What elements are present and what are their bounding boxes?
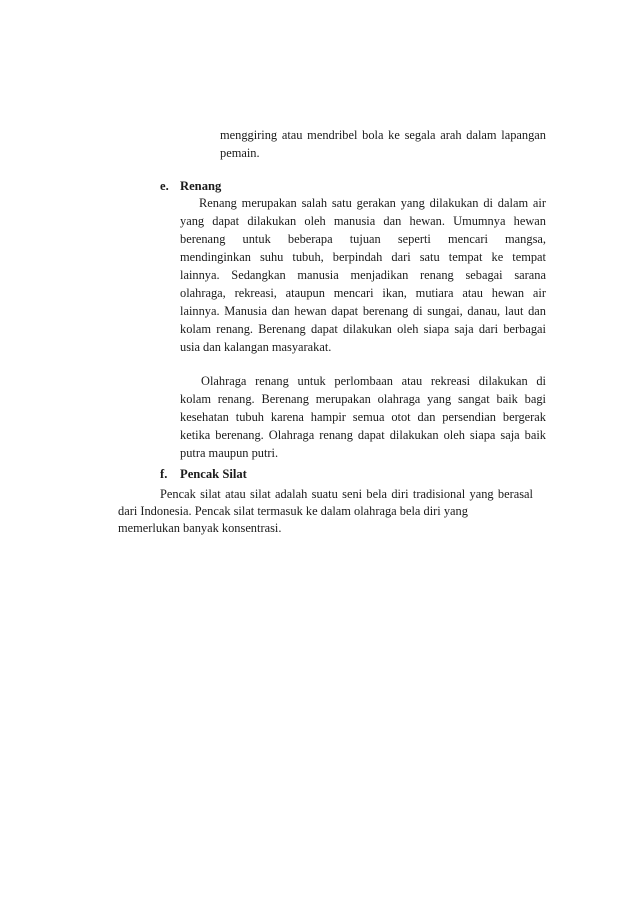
section-f-heading	[160, 466, 247, 482]
renang-p2-line-3: kesehatan tubuh karena hampir semua otot dan persendian bergerak	[180, 410, 546, 424]
renang-p1-line-8: kolam renang. Berenang dapat dilakukan oleh siapa saja dari berbagai	[180, 322, 546, 336]
renang-p2-line-1: Olahraga renang untuk perlombaan atau rekreasi dilakukan di	[201, 374, 546, 388]
section-f-title: Pencak Silat	[180, 467, 247, 481]
silat-line-2: dari Indonesia. Pencak silat termasuk ke dalam olahraga bela diri yang	[118, 504, 468, 518]
intro-line-2: pemain.	[220, 146, 260, 160]
renang-p2-line-5: putra maupun putri.	[180, 446, 279, 460]
silat-line-3: memerlukan banyak konsentrasi.	[118, 521, 282, 535]
renang-p1-line-6: olahraga, rekreasi, ataupun mencari ikan, mutiara atau hewan air	[180, 286, 546, 300]
section-e-heading	[160, 178, 221, 194]
intro-line-1: menggiring atau mendribel bola ke segala arah dalam lapangan	[220, 128, 546, 142]
renang-p1-line-3: berenang untuk beberapa tujuan seperti mencari mangsa,	[180, 232, 546, 246]
renang-p1-line-5: lainnya. Sedangkan manusia menjadikan renang sebagai sarana	[180, 268, 546, 282]
section-e-title: Renang	[180, 179, 222, 193]
section-e-marker: e.	[160, 179, 169, 193]
renang-p1-line-4: mendinginkan suhu tubuh, berpindah dari satu tempat ke tempat	[180, 250, 546, 264]
renang-p1-line-7: lainnya. Manusia dan hewan dapat berenang di sungai, danau, laut dan	[180, 304, 546, 318]
renang-p2-line-2: kolam renang. Berenang merupakan olahraga yang sangat baik bagi	[180, 392, 546, 406]
renang-p1-line-2: yang dapat dilakukan oleh manusia dan hewan. Umumnya hewan	[180, 214, 546, 228]
renang-p2-line-4: ketika berenang. Olahraga renang dapat dilakukan oleh siapa saja baik	[180, 428, 546, 442]
silat-line-1: Pencak silat atau silat adalah suatu seni bela diri tradisional yang berasal	[160, 487, 533, 501]
renang-p1-line-9: usia dan kalangan masyarakat.	[180, 340, 332, 354]
section-f-marker: f.	[160, 467, 168, 481]
renang-p1-line-1: Renang merupakan salah satu gerakan yang dilakukan di dalam air	[199, 196, 546, 210]
